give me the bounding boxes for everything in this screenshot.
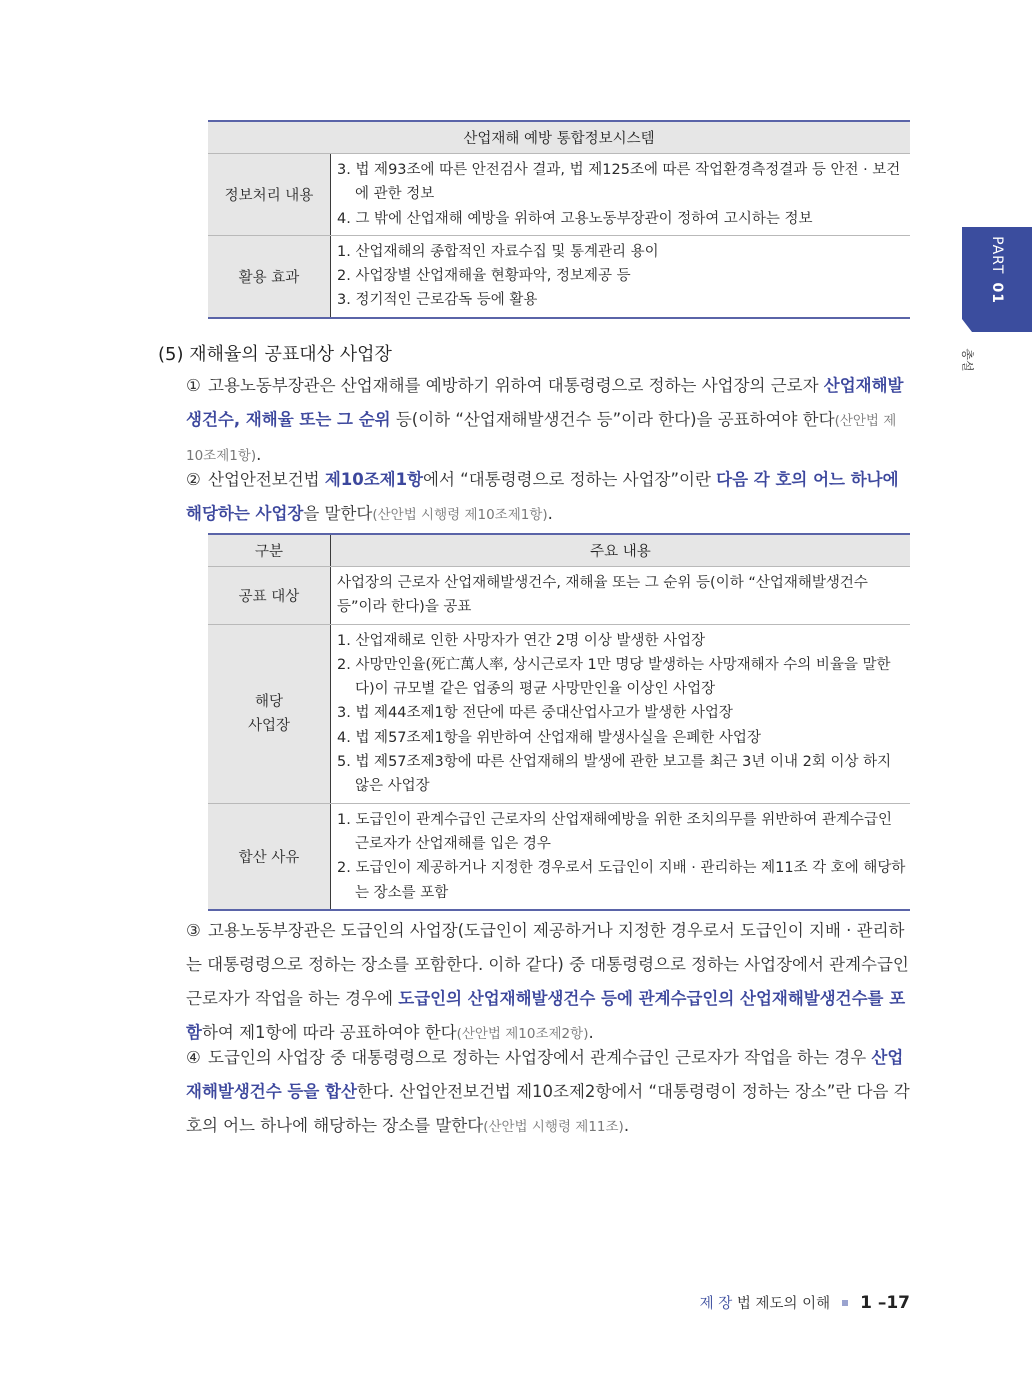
list-item: 사업장의 근로자 산업재해발생건수, 재해율 또는 그 순위 등(이하 “산업재해발생건수 등”이라 한다)을 공표 [337, 575, 868, 616]
row-label: 활용 효과 [208, 235, 331, 317]
highlight: 산업재해발생건수, 재해율 또는 그 순위 [186, 376, 904, 429]
highlight: 도급인의 산업재해발생건수 등에 관계수급인의 산업재해발생건수를 포함 [186, 989, 906, 1042]
table-row [208, 624, 910, 803]
chapter-title: 법 제도의 이해 [736, 1296, 831, 1312]
highlight: 다음 각 호의 어느 하나에 해당하는 사업장 [186, 470, 899, 523]
highlight: 산업재해발생건수 등을 합산 [186, 1048, 904, 1101]
paragraph-2: ② 산업안전보건법 제10조제1항에서 “대통령령으로 정하는 사업장”이란 다음 각 호의 어느 하나에 해당하는 사업장을 말한다(산안법 시행령 제10조제1항). [186, 463, 912, 532]
list-item: 2. 사업장별 산업재해율 현황파악, 정보제공 등 [337, 268, 631, 285]
paragraph-3: ③ 고용노동부장관은 도급인의 사업장(도급인이 제공하거나 지정한 경우로서 도급인이 지배 · 관리하는 대통령령으로 정하는 장소를 포함한다. 이하 같다) 중 대통령령으로 정하는 사업장에서 관계수급인 근로자가 작업을 하는 경우에 도급인의 산업재해발생건수 등에 관계수급인의 산업재해발생건수를 포함하여 제1항에 따라 공표하여야 한다(산안법 제10조제2항). [186, 914, 912, 1051]
page-footer [700, 1292, 910, 1313]
table-row [208, 567, 910, 625]
item-number: ④ [186, 1048, 201, 1067]
table-title: 산업재해 예방 통합정보시스템 [208, 121, 910, 154]
citation: (산안법 시행령 제10조제1항) [372, 507, 548, 523]
row-label: 정보처리 내용 [208, 154, 331, 236]
paragraph-1: ① 고용노동부장관은 산업재해를 예방하기 위하여 대통령령으로 정하는 사업장의 근로자 산업재해발생건수, 재해율 또는 그 순위 등(이하 “산업재해발생건수 등”이라 한다)을 공표하여야 한다(산안법 제10조제1항). [186, 369, 912, 473]
chapter-number: 제 장 [699, 1296, 733, 1312]
part-label: PART01 [989, 236, 1005, 304]
list-item: 3. 법 제93조에 따른 안전검사 결과, 법 제125조에 따른 작업환경측정결과 등 안전 · 보건에 관한 정보 [337, 162, 901, 203]
column-header: 주요 내용 [331, 534, 911, 567]
row-label: 해당 사업장 [208, 624, 331, 803]
item-number: ② [186, 470, 201, 489]
table-row [208, 154, 910, 236]
item-number: ① [186, 376, 201, 395]
column-header: 구분 [208, 534, 331, 567]
row-label: 공표 대상 [208, 567, 331, 625]
paragraph-4: ④ 도급인의 사업장 중 대통령령으로 정하는 사업장에서 관계수급인 근로자가 작업을 하는 경우 산업재해발생건수 등을 합산한다. 산업안전보건법 제10조제2항에서 “대통령령이 정하는 장소”란 다음 각 호의 어느 하나에 해당하는 장소를 말한다(산안법 시행령 제11조). [186, 1041, 912, 1144]
list-item: 5. 법 제57조제3항에 따른 산업재해의 발생에 관한 보고를 최근 3년 이내 2회 이상 하지 않은 사업장 [337, 754, 892, 795]
list-item: 4. 그 밖에 산업재해 예방을 위하여 고용노동부장관이 정하여 고시하는 정보 [337, 210, 813, 227]
list-item: 1. 도급인이 관계수급인 근로자의 산업재해예방을 위한 조치의무를 위반하여 관계수급인 근로자가 산업재해를 입은 경우 [337, 811, 892, 852]
citation: (산안법 제10조제1항) [186, 413, 897, 464]
list-item: 1. 산업재해의 종합적인 자료수집 및 통계관리 용이 [337, 243, 659, 260]
list-item: 3. 법 제44조제1항 전단에 따른 중대산업사고가 발생한 사업장 [337, 705, 733, 722]
citation: (산안법 제10조제2항) [456, 1026, 589, 1042]
table-row [208, 235, 910, 317]
row-label: 합산 사유 [208, 803, 331, 910]
page-number: 1 –17 [860, 1293, 910, 1313]
side-section-label: 총설 [960, 348, 975, 372]
list-item: 3. 정기적인 근로감독 등에 활용 [337, 292, 538, 309]
section-heading: (5) 재해율의 공표대상 사업장 [158, 344, 392, 365]
table-row [208, 803, 910, 910]
item-number: ③ [186, 921, 201, 940]
list-item: 4. 법 제57조제1항을 위반하여 산업재해 발생사실을 은폐한 사업장 [337, 729, 761, 746]
disclosure-table [208, 533, 910, 911]
list-item: 1. 산업재해로 인한 사망자가 연간 2명 이상 발생한 사업장 [337, 632, 706, 649]
highlight: 제10조제1항 [324, 470, 424, 489]
list-item: 2. 사망만인율(死亡萬人率, 상시근로자 1만 명당 발생하는 사망재해자 수의 비율을 말한다)이 규모별 같은 업종의 평균 사망만인율 이상인 사업장 [337, 656, 891, 698]
info-system-table [208, 120, 910, 319]
list-item: 2. 도급인이 제공하거나 지정한 경우로서 도급인이 지배 · 관리하는 제11조 각 호에 해당하는 장소를 포함 [337, 860, 906, 901]
citation: (산안법 시행령 제11조) [483, 1119, 624, 1135]
square-bullet-icon [842, 1300, 848, 1306]
